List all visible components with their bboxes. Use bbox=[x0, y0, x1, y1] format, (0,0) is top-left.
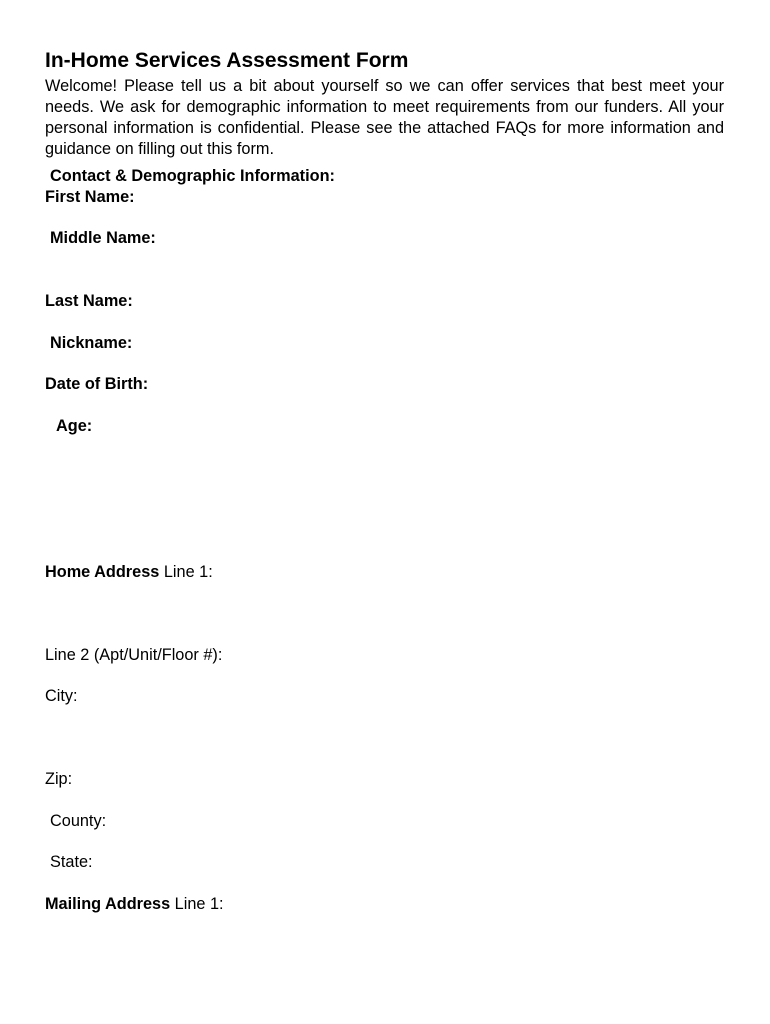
first-name-label: First Name: bbox=[45, 188, 135, 206]
home-address-bold-text: Home Address bbox=[45, 563, 160, 581]
mailing-address-line1-label bbox=[45, 894, 224, 914]
form-title: In-Home Services Assessment Form bbox=[45, 49, 409, 72]
city-label: City: bbox=[45, 687, 78, 705]
last-name-label: Last Name: bbox=[45, 292, 133, 310]
home-address-line1-text: Line 1: bbox=[159, 563, 213, 581]
mailing-address-line1-text: Line 1: bbox=[170, 895, 224, 913]
zip-label: Zip: bbox=[45, 770, 73, 788]
section-heading-contact-demographic: Contact & Demographic Information: bbox=[50, 167, 335, 185]
mailing-address-bold-text: Mailing Address bbox=[45, 895, 171, 913]
home-address-line1-label bbox=[45, 562, 213, 582]
state-label: State: bbox=[50, 853, 93, 871]
home-address-line2-label: Line 2 (Apt/Unit/Floor #): bbox=[45, 646, 223, 664]
date-of-birth-label: Date of Birth: bbox=[45, 375, 149, 393]
nickname-label: Nickname: bbox=[50, 334, 133, 352]
form-intro-paragraph: Welcome! Please tell us a bit about yourself so we can offer services that best meet your needs. We ask for demographic information to meet requirements from our funders. All your personal information is confidential. Please see the attached FAQs for more information and guidance on filling out this form. bbox=[45, 77, 724, 158]
age-label: Age: bbox=[56, 417, 93, 435]
middle-name-label: Middle Name: bbox=[50, 229, 156, 247]
county-label: County: bbox=[50, 812, 107, 830]
